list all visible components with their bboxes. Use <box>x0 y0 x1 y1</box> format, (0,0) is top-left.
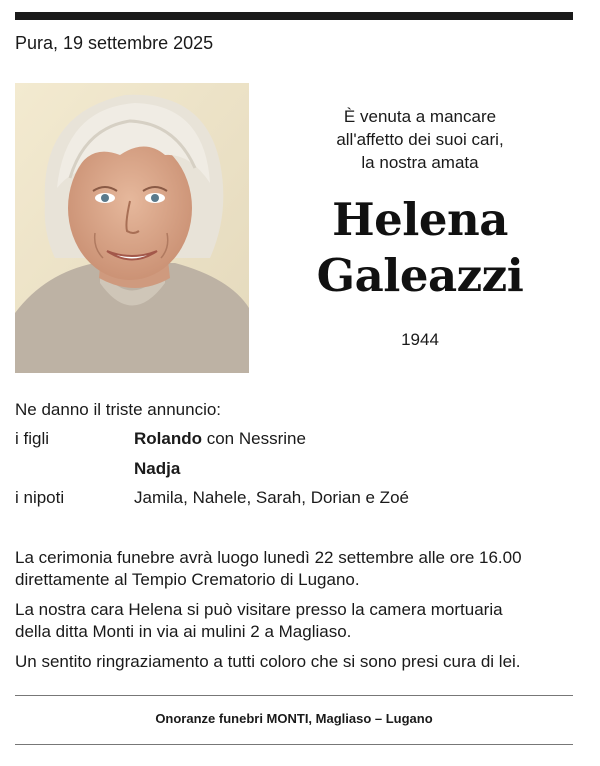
intro-line: all'affetto dei suoi cari, <box>336 130 504 149</box>
intro-line: È venuta a mancare <box>343 107 497 126</box>
first-name: Helena <box>332 193 508 246</box>
family-names <box>134 429 306 449</box>
birth-year: 1944 <box>401 330 439 349</box>
family-names <box>134 488 409 508</box>
intro-text <box>300 105 540 174</box>
family-name-rest: con Nessrine <box>202 429 306 448</box>
ceremony-paragraph <box>15 547 575 591</box>
portrait-photo <box>15 83 249 373</box>
footer-top-rule <box>15 695 573 696</box>
family-name-bold: Nadja <box>134 459 181 478</box>
portrait-illustration <box>15 83 249 373</box>
last-name: Galeazzi <box>316 249 524 302</box>
visit-paragraph <box>15 599 575 643</box>
visit-line: della ditta Monti in via ai mulini 2 a Magliaso. <box>15 622 352 641</box>
thanks-line: Un sentito ringraziamento a tutti coloro che si sono presi cura di lei. <box>15 652 521 671</box>
footer-bottom-rule <box>15 744 573 745</box>
deceased-name <box>290 192 550 304</box>
top-rule <box>15 12 573 20</box>
family-role: i nipoti <box>15 488 65 507</box>
funeral-home: Onoranze funebri MONTI, Magliaso – Lugano <box>155 711 433 726</box>
ceremony-line: direttamente al Tempio Crematorio di Lugano. <box>15 570 360 589</box>
place-date: Pura, 19 settembre 2025 <box>15 33 214 53</box>
ceremony-line: La cerimonia funebre avrà luogo lunedì 22 settembre alle ore 16.00 <box>15 548 522 567</box>
announcement-heading: Ne danno il triste annuncio: <box>15 400 222 419</box>
family-role: i figli <box>15 429 50 448</box>
family-name-bold: Rolando <box>134 429 202 448</box>
intro-line: la nostra amata <box>361 153 479 172</box>
family-names <box>134 459 180 479</box>
thanks-paragraph <box>15 651 575 673</box>
visit-line: La nostra cara Helena si può visitare presso la camera mortuaria <box>15 600 503 619</box>
family-name-rest: Jamila, Nahele, Sarah, Dorian e Zoé <box>134 488 409 507</box>
